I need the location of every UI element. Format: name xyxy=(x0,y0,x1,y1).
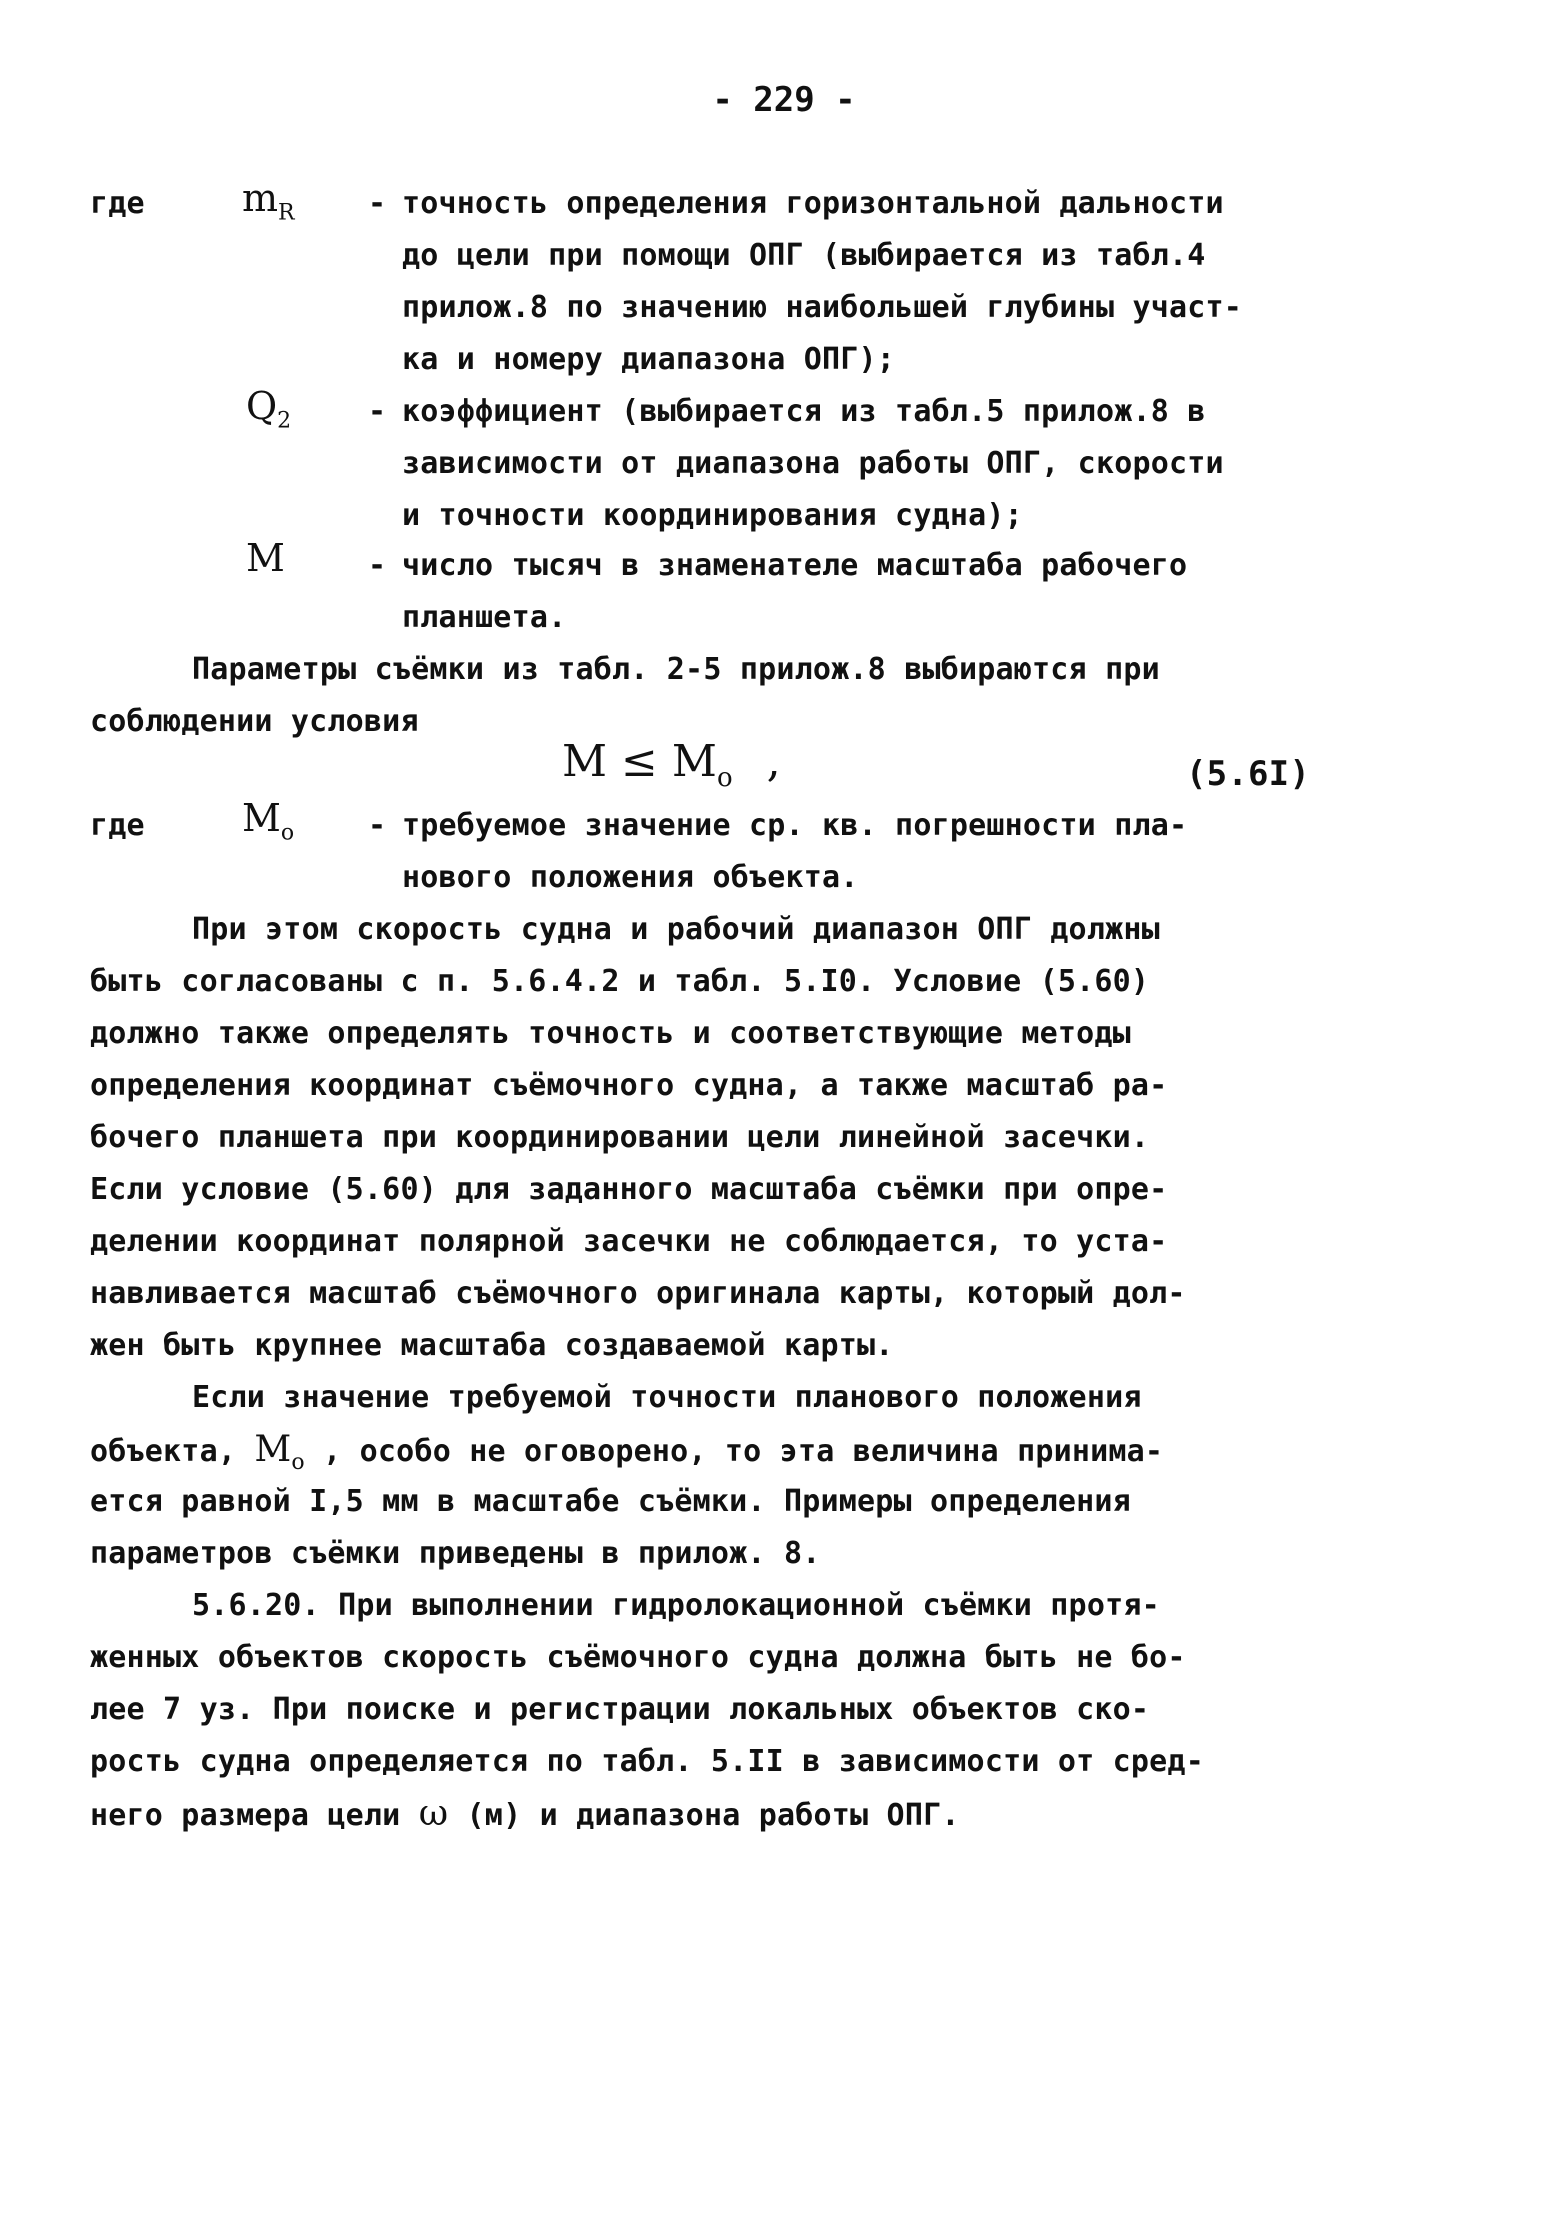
paragraph-line: ется равной I,5 мм в масштабе съёмки. Примеры определения xyxy=(90,1484,1131,1519)
definition-line: число тысяч в знаменателе масштаба рабочего xyxy=(402,548,1188,583)
section-5-6-20-line: 5.6.20. При выполнении гидролокационной съёмки протя- xyxy=(192,1588,1160,1623)
paragraph-line: делении координат полярной засечки не соблюдается, то уста- xyxy=(90,1224,1168,1259)
formula-number: (5.6I) xyxy=(1186,754,1311,794)
paragraph-line: должно также определять точность и соответствующие методы xyxy=(90,1016,1131,1051)
paragraph-line: него размера цели ω (м) и диапазона работы ОПГ. xyxy=(90,1793,960,1834)
definition-line: и точности координирования судна); xyxy=(402,498,1023,533)
paragraph-line: быть согласованы с п. 5.6.4.2 и табл. 5.I0. Условие (5.60) xyxy=(90,964,1150,999)
page-number: - 229 - xyxy=(712,80,856,120)
paragraph-line: жен быть крупнее масштаба создаваемой карты. xyxy=(90,1328,894,1363)
where-label: где xyxy=(90,186,145,221)
paragraph-line: бочего планшета при координировании цели линейной засечки. xyxy=(90,1120,1150,1155)
formula: $M \le M_o$ , xyxy=(562,736,781,793)
definition-dash: - xyxy=(368,548,387,583)
symbol-m: M xyxy=(246,536,285,580)
symbol-m0-inline: $M_o$ xyxy=(254,1429,305,1476)
symbol-omega: ω xyxy=(418,1793,449,1834)
paragraph-line: рость судна определяется по табл. 5.II в зависимости от сред- xyxy=(90,1744,1204,1779)
definition-dash: - xyxy=(368,394,387,429)
definition-line: зависимости от диапазона работы ОПГ, скорости xyxy=(402,446,1224,481)
paragraph-line: Если значение требуемой точности планового положения xyxy=(192,1380,1142,1415)
definition-line: планшета. xyxy=(402,600,567,635)
paragraph-line: Параметры съёмки из табл. 2-5 прилож.8 выбираются при xyxy=(192,652,1160,687)
paragraph-line: соблюдении условия xyxy=(90,704,419,739)
where-label: где xyxy=(90,808,145,843)
paragraph-line: При этом скорость судна и рабочий диапазон ОПГ должны xyxy=(192,912,1160,947)
symbol-m0: $M_o$ xyxy=(242,796,295,846)
paragraph-line: навливается масштаб съёмочного оригинала карты, который дол- xyxy=(90,1276,1186,1311)
definition-dash: - xyxy=(368,808,387,843)
paragraph-line: параметров съёмки приведены в прилож. 8. xyxy=(90,1536,821,1571)
paragraph-line: лее 7 уз. При поиске и регистрации локальных объектов ско- xyxy=(90,1692,1150,1727)
paragraph-line: Если условие (5.60) для заданного масштаба съёмки при опре- xyxy=(90,1172,1168,1207)
definition-line: ка и номеру диапазона ОПГ); xyxy=(402,342,896,377)
definition-line: точность определения горизонтальной дальности xyxy=(402,186,1224,221)
definition-line: прилож.8 по значению наибольшей глубины участ- xyxy=(402,290,1243,325)
paragraph-line: определения координат съёмочного судна, а также масштаб ра- xyxy=(90,1068,1168,1103)
symbol-m-r: $m_R$ xyxy=(242,176,295,226)
definition-line: нового положения объекта. xyxy=(402,860,859,895)
paragraph-line: женных объектов скорость съёмочного судна должна быть не бо- xyxy=(90,1640,1186,1675)
definition-line: коэффициент (выбирается из табл.5 прилож.8 в xyxy=(402,394,1206,429)
definition-line: до цели при помощи ОПГ (выбирается из табл.4 xyxy=(402,238,1206,273)
definition-dash: - xyxy=(368,186,387,221)
definition-line: требуемое значение ср. кв. погрешности пла- xyxy=(402,808,1188,843)
symbol-q2: $Q_2$ xyxy=(246,384,292,434)
paragraph-line: объекта, $M_o$ , особо не оговорено, то эта величина принима- xyxy=(90,1429,1164,1476)
